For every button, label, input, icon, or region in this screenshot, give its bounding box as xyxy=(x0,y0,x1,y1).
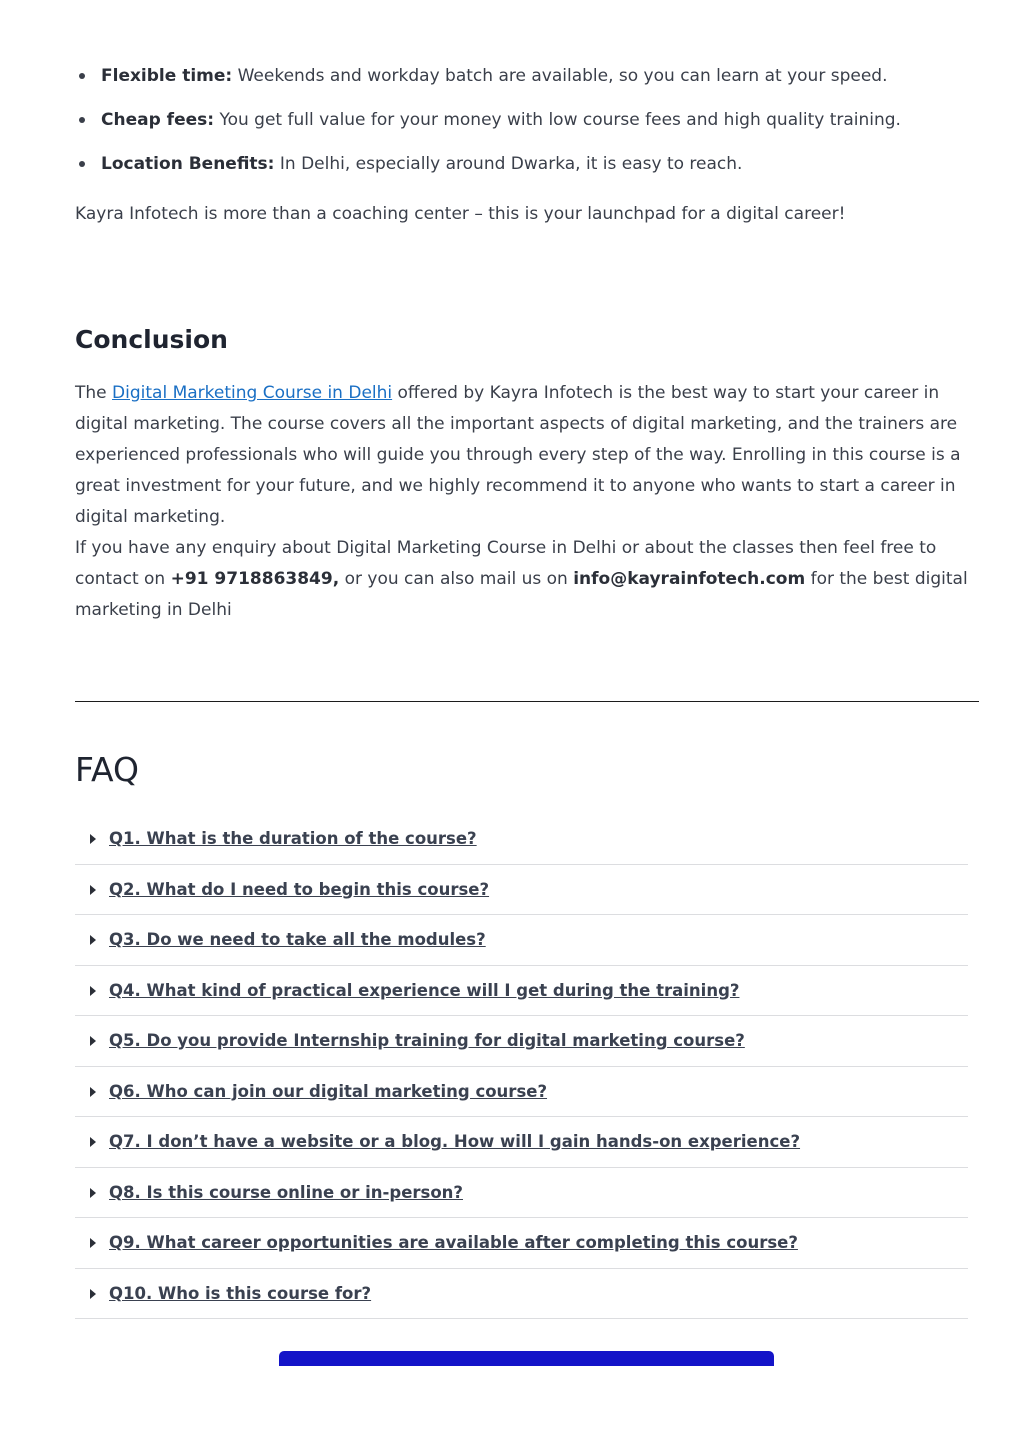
list-item xyxy=(75,62,979,90)
contact-suffix: for the best digital marketing in Delhi xyxy=(75,569,968,620)
faq-question[interactable]: Q2. What do I need to begin this course? xyxy=(109,879,490,899)
closing-paragraph: Kayra Infotech is more than a coaching center – this is your launchpad for a digital career! xyxy=(75,204,846,224)
section-divider xyxy=(75,701,979,702)
faq-question[interactable]: Q8. Is this course online or in-person? xyxy=(109,1182,463,1202)
course-link[interactable]: Digital Marketing Course in Delhi xyxy=(112,383,393,403)
faq-question[interactable]: Q1. What is the duration of the course? xyxy=(109,829,477,848)
caret-right-icon xyxy=(90,1289,96,1299)
phone-number: +91 9718863849, xyxy=(170,569,340,589)
faq-question[interactable]: Q4. What kind of practical experience will I get during the training? xyxy=(109,980,740,1000)
faq-item-1[interactable] xyxy=(75,814,968,865)
caret-right-icon xyxy=(90,1036,96,1046)
cta-button[interactable] xyxy=(279,1351,774,1366)
conclusion-text: offered by Kayra Infotech is the best way to start your career in digital marketing. The course covers all the important aspects of digital marketing, and the trainers are experienced professionals who will guide you through every step of the way. Enrolling in this course is a great investment for your future, and we highly recommend it to anyone who wants to start a career in digital marketing. xyxy=(75,383,961,527)
benefit-text: In Delhi, especially around Dwarka, it is easy to reach. xyxy=(274,154,743,174)
conclusion-heading: Conclusion xyxy=(75,325,228,354)
caret-right-icon xyxy=(90,1087,96,1097)
faq-item-2[interactable] xyxy=(75,865,968,916)
faq-item-3[interactable] xyxy=(75,915,968,966)
list-item xyxy=(75,150,979,178)
conclusion-prefix: The xyxy=(75,383,113,403)
faq-question[interactable]: Q5. Do you provide Internship training for digital marketing course? xyxy=(109,1031,745,1050)
caret-right-icon xyxy=(90,986,96,996)
faq-item-7[interactable] xyxy=(75,1117,968,1168)
bullet-icon xyxy=(79,73,85,79)
faq-item-6[interactable] xyxy=(75,1067,968,1118)
list-item xyxy=(75,106,979,134)
contact-mid: or you can also mail us on xyxy=(339,569,574,589)
faq-item-8[interactable] xyxy=(75,1168,968,1219)
faq-title: FAQ xyxy=(75,750,139,789)
benefit-title: Cheap fees: xyxy=(101,110,215,130)
faq-question[interactable]: Q6. Who can join our digital marketing course? xyxy=(109,1081,548,1101)
caret-right-icon xyxy=(90,834,96,844)
benefits-list xyxy=(75,62,979,194)
caret-right-icon xyxy=(90,1188,96,1198)
conclusion-paragraph xyxy=(75,378,979,533)
contact-prefix: If you have any enquiry about Digital Marketing Course in Delhi or about the classes then feel free to contact on xyxy=(75,538,937,589)
faq-item-4[interactable] xyxy=(75,966,968,1017)
benefit-title: Flexible time: xyxy=(101,66,233,86)
benefit-title: Location Benefits: xyxy=(101,154,275,174)
faq-item-5[interactable] xyxy=(75,1016,968,1067)
benefit-text: You get full value for your money with low course fees and high quality training. xyxy=(214,110,901,130)
faq-question[interactable]: Q7. I don’t have a website or a blog. How will I gain hands-on experience? xyxy=(109,1132,801,1151)
contact-paragraph xyxy=(75,533,979,626)
faq-item-10[interactable] xyxy=(75,1269,968,1320)
caret-right-icon xyxy=(90,1238,96,1248)
bullet-icon xyxy=(79,161,85,167)
faq-list xyxy=(75,814,968,1319)
email-address: info@kayrainfotech.com xyxy=(573,569,806,589)
faq-question[interactable]: Q3. Do we need to take all the modules? xyxy=(109,930,486,949)
faq-question[interactable]: Q10. Who is this course for? xyxy=(109,1283,372,1303)
benefit-text: Weekends and workday batch are available, so you can learn at your speed. xyxy=(232,66,888,86)
faq-item-9[interactable] xyxy=(75,1218,968,1269)
faq-question[interactable]: Q9. What career opportunities are available after completing this course? xyxy=(109,1233,798,1252)
caret-right-icon xyxy=(90,935,96,945)
caret-right-icon xyxy=(90,885,96,895)
caret-right-icon xyxy=(90,1137,96,1147)
bullet-icon xyxy=(79,117,85,123)
